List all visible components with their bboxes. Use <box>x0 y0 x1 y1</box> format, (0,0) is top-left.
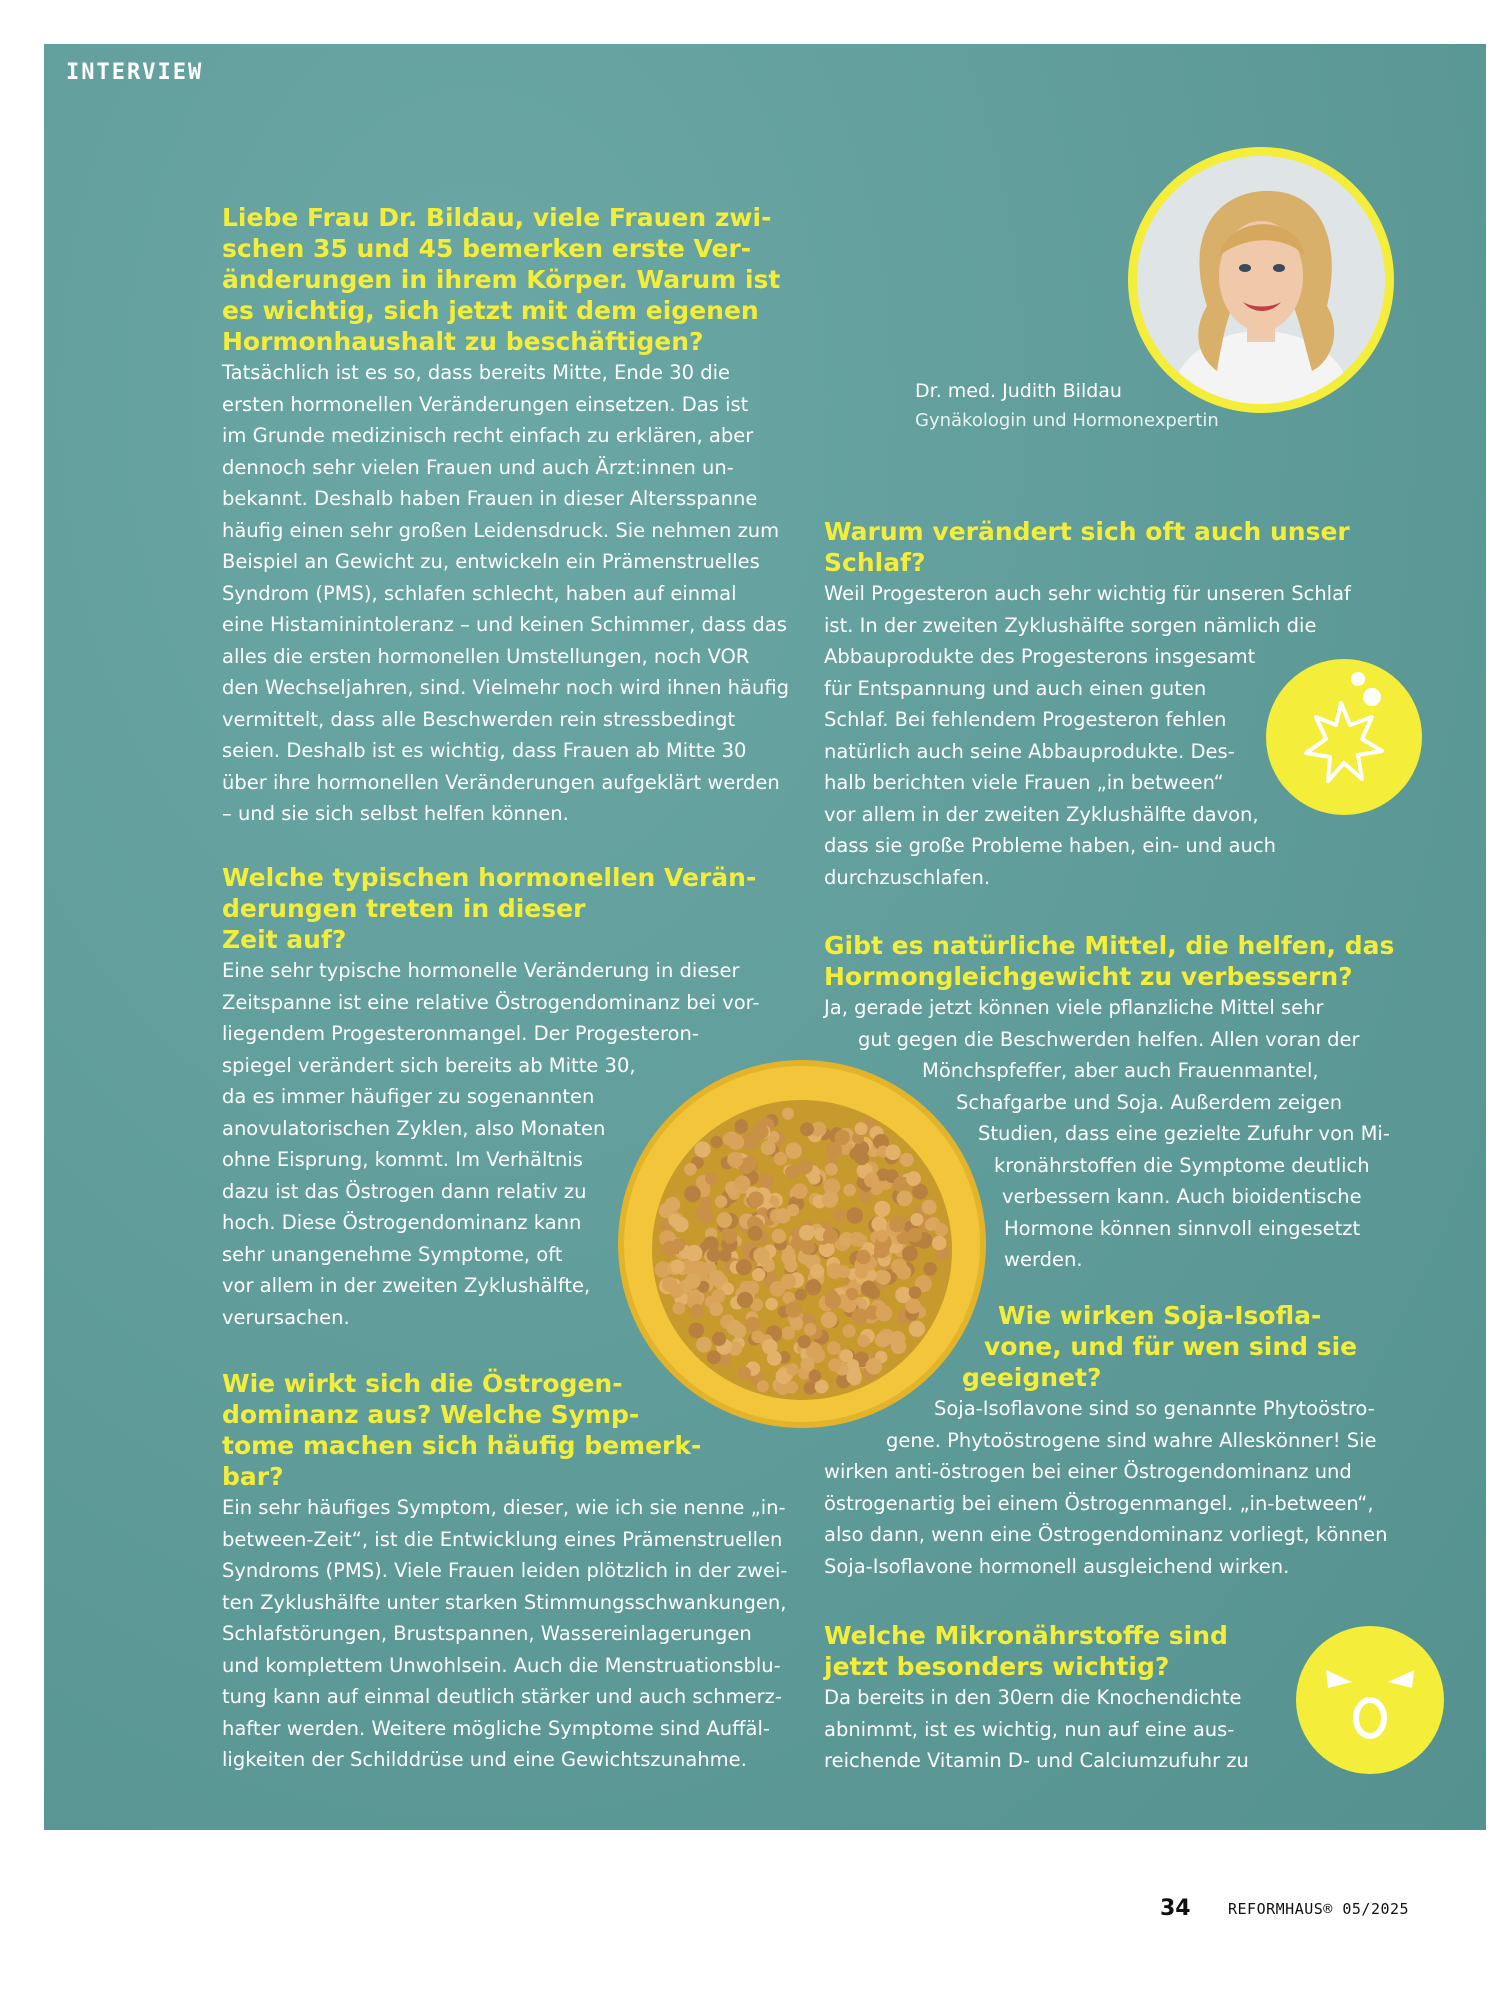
soybean <box>707 1351 721 1365</box>
soybean <box>662 1241 678 1257</box>
soybean <box>745 1317 760 1332</box>
soybean <box>809 1370 822 1383</box>
qa-block-7 <box>824 1620 1344 1777</box>
soybean <box>662 1277 677 1292</box>
soybean <box>923 1262 937 1276</box>
soybean <box>689 1323 705 1339</box>
soybean <box>827 1341 841 1355</box>
soybean <box>696 1337 712 1353</box>
soybean <box>712 1289 726 1303</box>
magazine-issue: REFORMHAUS® 05/2025 <box>1228 1900 1410 1918</box>
soybean <box>910 1213 923 1226</box>
soybean <box>822 1191 839 1208</box>
answer-3: Ein sehr häufiges Symptom, dieser, wie ich sie nenne „in- between-Zeit“, ist die Entwicklung eines Prämenstruellen Syndroms (PMS). Viele Frauen leiden plötzlich in der zwei- ten Zyklushälfte unter starken Stimmungsschwankungen, Schlafstörungen, Brustspannen, Wassereinlagerungen und komplettem Unwohlsein. Auch die Menstruationsblu- tung kann auf einmal deutlich stärker und auch schmerz- hafter werden. Weitere mögliche Symptome sind Auffäl- ligkeiten der Schilddrüse und eine Gewichtszunahme. <box>222 1496 788 1771</box>
soybean <box>876 1230 888 1242</box>
soybean <box>810 1264 824 1278</box>
answer-2: Eine sehr typische hormonelle Veränderung in dieser Zeitspanne ist eine relative Östrogendominanz bei vor- liegendem Progesteronmangel. Der Progesteron- spiegel verändert sich bereits ab Mitte 30, da es immer häufiger zu sogenannten anovulatorischen Zyklen, also Monaten ohne Eisprung, kommt. Im Verhältnis dazu ist das Östrogen dann relativ zu hoch. Diese Östrogendominanz kann sehr unangenehme Symptome, oft vor allem in der zweiten Zyklushälfte, verursachen. <box>222 959 760 1329</box>
soybean <box>857 1335 870 1348</box>
answer-7: Da bereits in den 30ern die Knochendichte abnimmt, ist es wichtig, nun auf eine aus- reichende Vitamin D- und Calciumzufuhr zu <box>824 1686 1249 1772</box>
soybean <box>705 1172 718 1185</box>
soybean <box>828 1359 841 1372</box>
soybean <box>872 1216 888 1232</box>
soybean <box>800 1122 814 1136</box>
portrait-illustration <box>1137 156 1385 404</box>
page-number: 34 <box>1160 1896 1191 1921</box>
soybean <box>875 1270 889 1284</box>
answer-6: Soja-Isoflavone sind so genannte Phytoöstro- gene. Phytoöstrogene sind wahre Alleskönner! Sie wirken anti-östrogen bei einer Östrogendominanz und östrogenartig bei einem Östrogenmangel. „in-between“, also dann, wenn eine Östrogendominanz vorliegt, können Soja-Isoflavone hormonell ausgleichend wirken. <box>824 1397 1388 1578</box>
soybean <box>785 1142 802 1159</box>
soybean <box>842 1324 855 1337</box>
soybean <box>861 1281 877 1297</box>
soybean <box>801 1358 815 1372</box>
question-6: Wie wirken Soja-Isofla- vone, und für wen sind sie geeignet? <box>962 1301 1358 1392</box>
soybean <box>723 1229 737 1243</box>
soybean <box>908 1228 922 1242</box>
soybean <box>738 1367 751 1380</box>
section-label: INTERVIEW <box>66 60 204 85</box>
soybean <box>795 1289 807 1301</box>
soybean <box>808 1172 820 1184</box>
question-7: Welche Mikronährstoffe sind jetzt besonders wichtig? <box>824 1621 1228 1681</box>
soybean <box>875 1333 890 1348</box>
soybean <box>759 1173 775 1189</box>
soybean <box>781 1274 796 1289</box>
soybean <box>786 1363 798 1375</box>
soybean <box>852 1308 868 1324</box>
soybean <box>665 1197 681 1213</box>
soybean <box>757 1380 769 1392</box>
answer-1: Tatsächlich ist es so, dass bereits Mitte, Ende 30 die ersten hormonellen Veränderungen einsetzen. Das ist im Grunde medizinisch recht einfach zu erklären, aber dennoch sehr vielen Frauen und auch Ärzt:innen un- bekannt. Deshalb haben Frauen in dieser Altersspanne häufig einen sehr großen Leidensdruck. Sie nehmen zum Beispiel an Gewicht zu, entwickeln ein Prämenstruelles Syndrom (PMS), schlafen schlecht, haben auf einmal eine Histaminintoleranz – und keinen Schimmer, dass das alles die ersten hormonellen Umstellungen, noch VOR den Wechseljahren, sind. Vielmehr noch wird ihnen häufig vermittelt, dass alle Beschwerden rein stressbedingt seien. Deshalb ist es wichtig, dass Frauen ab Mitte 30 über ihre hormonellen Veränderungen aufgeklärt werden – und sie sich selbst helfen können. <box>222 361 790 825</box>
soybean <box>925 1219 937 1231</box>
soybean <box>719 1249 731 1261</box>
profile-name: Dr. med. Judith Bildau <box>915 380 1122 402</box>
soybean <box>712 1332 726 1346</box>
soybean <box>673 1302 686 1315</box>
soybean <box>748 1191 764 1207</box>
soybean <box>932 1236 947 1251</box>
soybean <box>909 1286 922 1299</box>
soybean <box>774 1152 787 1165</box>
soybean <box>752 1268 765 1281</box>
soybean <box>753 1247 770 1264</box>
soybean <box>751 1331 764 1344</box>
soybean <box>792 1183 808 1199</box>
soybean <box>896 1265 911 1280</box>
soybean <box>785 1302 801 1318</box>
soybean <box>727 1152 743 1168</box>
soybean <box>866 1358 883 1375</box>
soybean <box>785 1381 798 1394</box>
soybean <box>891 1339 907 1355</box>
face-features <box>1296 1626 1444 1774</box>
question-3: Wie wirkt sich die Östrogen- dominanz aus? Welche Symp- tome machen sich häufig bemerk- bar? <box>222 1369 702 1491</box>
qa-block-1 <box>222 202 842 830</box>
soybean <box>825 1163 838 1176</box>
soybean <box>735 1119 749 1133</box>
soybean <box>765 1298 778 1311</box>
soybean <box>821 1312 838 1329</box>
soybean <box>737 1292 753 1308</box>
sparkle-sun-icon <box>1266 659 1422 815</box>
soybean <box>823 1228 838 1243</box>
soybean <box>761 1140 776 1155</box>
soybean <box>690 1304 704 1318</box>
soybean <box>897 1191 913 1207</box>
soybean <box>847 1207 864 1224</box>
soybean <box>673 1217 688 1232</box>
question-1: Liebe Frau Dr. Bildau, viele Frauen zwi- schen 35 und 45 bemerken erste Ver- änderungen in ihrem Körper. Warum ist es wichtig, sich jetzt mit dem eigenen Hormonhaushalt zu beschäftigen? <box>222 203 781 356</box>
soybean <box>833 1209 846 1222</box>
profile-role: Gynäkologin und Hormonexpertin <box>915 410 1219 431</box>
star-burst-icon <box>1266 659 1422 815</box>
soybean <box>846 1369 862 1385</box>
soybean <box>671 1260 685 1274</box>
soybean <box>906 1298 921 1313</box>
soybean <box>715 1195 727 1207</box>
soybean <box>700 1197 712 1209</box>
answer-5: Ja, gerade jetzt können viele pflanzliche Mittel sehr gut gegen die Beschwerden helfen. Allen voran der Mönchspfeffer, aber auch Frauenmantel, Schafgarbe und Soja. Außerdem zeigen Studien, dass eine gezielte Zufuhr von Mi- kronährstoffen die Symptome deutlich verbessern kann. Auch bioidentische Hormone können sinnvoll eingesetzt werden. <box>824 996 1390 1271</box>
soybean <box>856 1250 870 1264</box>
soybean <box>762 1339 778 1355</box>
portrait-photo <box>1128 147 1394 413</box>
soybean <box>825 1293 841 1309</box>
soybean <box>748 1226 763 1241</box>
soybean <box>785 1165 799 1179</box>
soybean <box>850 1232 865 1247</box>
soybean <box>922 1200 937 1215</box>
soybean <box>855 1122 868 1135</box>
soybean <box>805 1279 821 1295</box>
bowl-illustration <box>612 1054 992 1434</box>
soybean <box>775 1208 790 1223</box>
soybean <box>909 1321 925 1337</box>
soybean <box>855 1151 869 1165</box>
soybean <box>840 1349 853 1362</box>
soybean <box>728 1134 744 1150</box>
soybean <box>742 1156 757 1171</box>
soybean <box>709 1302 723 1316</box>
soybean <box>835 1130 850 1145</box>
soybean <box>900 1153 914 1167</box>
answer-4: Weil Progesteron auch sehr wichtig für unseren Schlaf ist. In der zweiten Zyklushälfte sorgen nämlich die Abbauprodukte des Progesterons insgesamt für Entspannung und auch einen guten Schlaf. Bei fehlendem Progesteron fehlen natürlich auch seine Abbauprodukte. Des- halb berichten viele Frauen „in between“ vor allem in der zweiten Zyklushälfte davon, dass sie große Probleme haben, ein- und auch durchzuschlafen. <box>824 582 1351 889</box>
soybean <box>726 1320 742 1336</box>
soybean <box>798 1159 813 1174</box>
soybean <box>790 1317 803 1330</box>
soybean <box>710 1136 722 1148</box>
soybean <box>694 1141 710 1157</box>
soybean <box>885 1144 901 1160</box>
soybean <box>685 1273 701 1289</box>
teal-panel <box>44 44 1486 1830</box>
soybean <box>906 1171 921 1186</box>
soybean <box>902 1246 918 1262</box>
soybean <box>874 1201 890 1217</box>
soybean <box>801 1240 815 1254</box>
soybean <box>864 1173 879 1188</box>
soybean <box>709 1270 725 1286</box>
soybean <box>707 1248 721 1262</box>
soybean <box>876 1305 893 1322</box>
soybean <box>752 1123 768 1139</box>
soybean <box>717 1212 733 1228</box>
soybean <box>799 1225 815 1241</box>
soybean <box>827 1263 843 1279</box>
soybean <box>874 1243 890 1259</box>
soybean <box>912 1184 928 1200</box>
question-5: Gibt es natürliche Mittel, die helfen, das Hormongleichgewicht zu verbessern? <box>824 931 1395 991</box>
soybean <box>798 1335 811 1348</box>
shocked-face-icon <box>1296 1626 1444 1774</box>
question-2: Welche typischen hormonellen Verän- derungen treten in dieser Zeit auf? <box>222 863 757 954</box>
question-4: Warum verändert sich oft auch unser Schlaf? <box>824 517 1350 577</box>
soybean <box>782 1108 794 1120</box>
soybean <box>889 1216 905 1232</box>
soybean <box>772 1229 787 1244</box>
soybean-bowl-image <box>612 1054 992 1434</box>
soybean <box>736 1259 752 1275</box>
soybean <box>843 1184 856 1197</box>
soybean <box>684 1163 697 1176</box>
soybean <box>698 1208 714 1224</box>
soybean <box>804 1323 817 1336</box>
